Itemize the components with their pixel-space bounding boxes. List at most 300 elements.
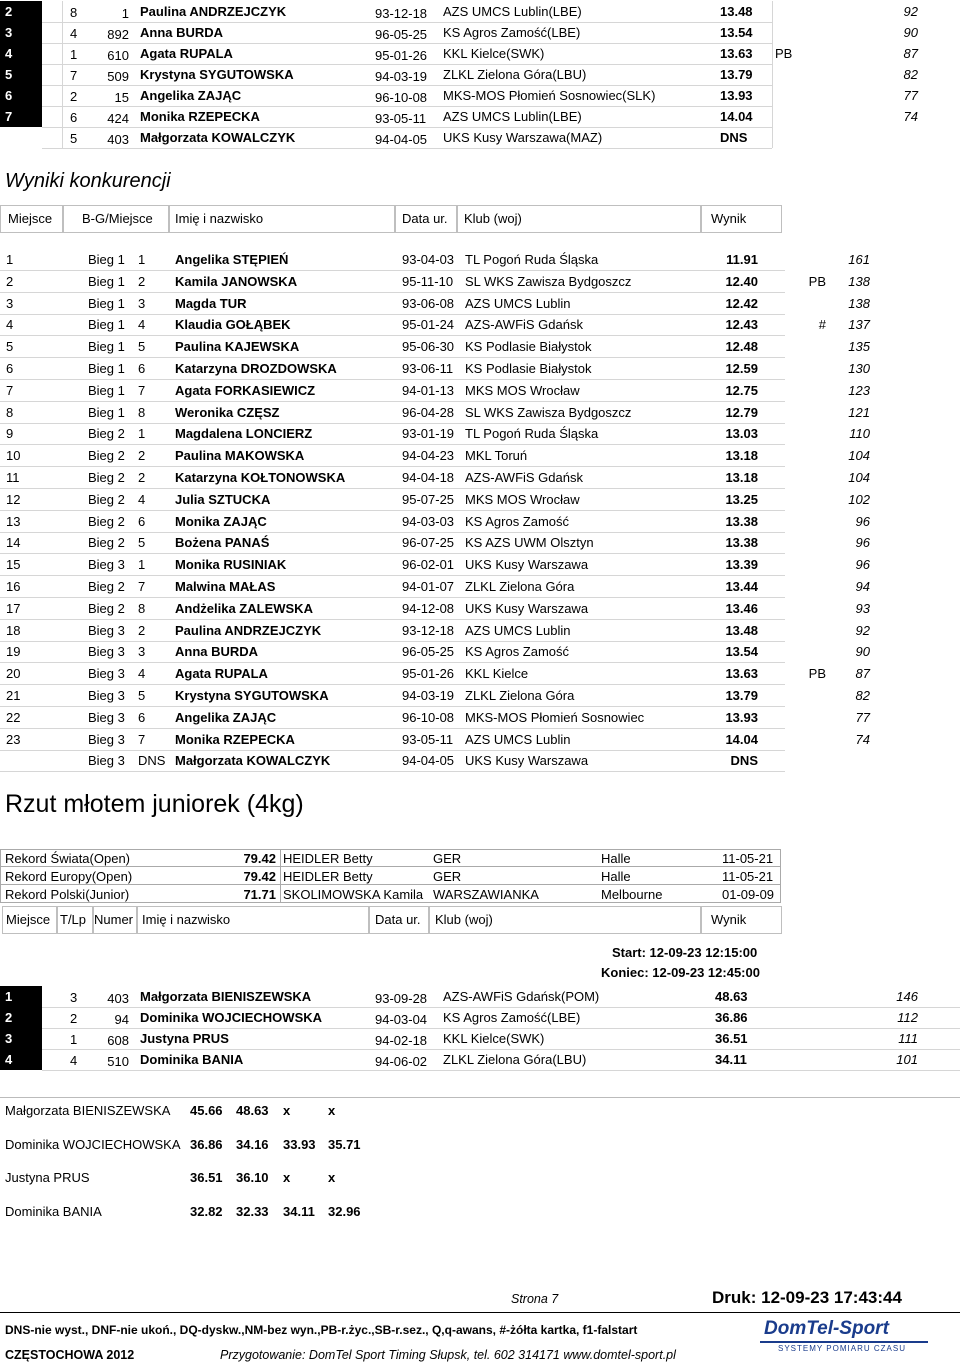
record-place: Halle xyxy=(601,869,631,884)
points: 82 xyxy=(903,67,918,82)
result: DNS xyxy=(730,753,758,769)
header-bib: Numer xyxy=(94,912,134,927)
heat-place: 7 xyxy=(138,731,146,747)
heat: Bieg 1 xyxy=(88,252,125,267)
athlete-name: Andżelika ZALEWSKA xyxy=(175,600,313,616)
table-row xyxy=(0,1,960,22)
attempt-row xyxy=(0,1170,500,1190)
place: 2 xyxy=(5,1010,13,1025)
birth-date: 96-05-25 xyxy=(375,27,428,42)
table-row xyxy=(0,598,960,619)
table-row xyxy=(0,1028,960,1049)
birth-date: 95-01-26 xyxy=(375,48,428,63)
athlete-name: Paulina ANDRZEJCZYK xyxy=(175,622,322,638)
record-place: Halle xyxy=(601,851,631,866)
lane: 7 xyxy=(70,68,78,83)
table-row xyxy=(0,22,960,43)
place: 7 xyxy=(6,382,14,398)
athlete-name: Klaudia GOŁĄBEK xyxy=(175,317,291,333)
birth-date: 94-12-08 xyxy=(402,600,455,616)
points: 82 xyxy=(855,688,870,703)
result: 13.48 xyxy=(720,4,753,19)
table-row xyxy=(0,445,960,466)
table-row xyxy=(0,43,960,64)
place: 12 xyxy=(6,491,21,507)
table-row xyxy=(0,127,960,148)
attempt-4: 35.71 xyxy=(328,1136,361,1152)
result: 12.43 xyxy=(725,317,758,333)
place: 1 xyxy=(6,252,14,267)
lane: 1 xyxy=(70,47,78,62)
athlete-name: Magda TUR xyxy=(175,295,247,311)
birth-date: 93-12-18 xyxy=(375,6,428,21)
birth-date: 95-07-25 xyxy=(402,491,455,507)
points: 96 xyxy=(855,513,870,529)
club: ZLKL Zielona Góra(LBU) xyxy=(443,1052,587,1067)
athlete-name: Paulina KAJEWSKA xyxy=(175,339,300,355)
table-row xyxy=(0,336,960,357)
lane: 5 xyxy=(70,131,78,146)
heat: Bieg 1 xyxy=(88,382,125,398)
points: 135 xyxy=(848,339,870,355)
heat-place: 2 xyxy=(138,448,146,464)
club: MKS MOS Wrocław xyxy=(465,382,580,398)
athlete-name: Małgorzata BIENISZEWSKA xyxy=(140,989,312,1004)
order: 3 xyxy=(70,990,78,1005)
table-row xyxy=(0,663,960,684)
athlete-name: Krystyna SYGUTOWSKA xyxy=(140,67,294,82)
club: MKS-MOS Płomień Sosnowiec xyxy=(465,709,645,725)
athlete-name: Angelika ZAJĄC xyxy=(175,709,277,725)
lane: 4 xyxy=(70,26,78,41)
header-club: Klub (woj) xyxy=(464,211,522,226)
place: 3 xyxy=(5,1031,13,1046)
birth-date: 93-12-18 xyxy=(402,622,455,638)
athlete-name: Dominika WOJCIECHOWSKA xyxy=(5,1136,181,1152)
athlete-name: Monika RUSINIAK xyxy=(175,557,287,573)
result: 13.03 xyxy=(725,426,758,442)
attempt-3: x xyxy=(283,1170,291,1186)
record-value: 79.42 xyxy=(243,851,276,866)
heat-place: 3 xyxy=(138,295,146,311)
points: 102 xyxy=(848,491,870,507)
heat: Bieg 2 xyxy=(88,600,125,616)
result: 13.63 xyxy=(725,666,758,682)
place: 7 xyxy=(5,109,13,124)
heat: Bieg 2 xyxy=(88,470,125,485)
club: KKL Kielce xyxy=(465,666,529,682)
heat: Bieg 3 xyxy=(88,688,125,703)
heat: Bieg 1 xyxy=(88,339,125,355)
legend: DNS-nie wyst., DNF-nie ukoń., DQ-dyskw.,NM-bez wyn.,PB-r.życ.,SB-r.sez., Q,q-awans, #-żółta kartka, f1-falstart xyxy=(5,1323,638,1337)
heat-place: 1 xyxy=(138,557,146,573)
table-row xyxy=(0,402,960,423)
athlete-name: Justyna PRUS xyxy=(5,1170,90,1186)
points: 138 xyxy=(848,273,870,289)
points: 90 xyxy=(855,644,870,660)
birth-date: 94-03-19 xyxy=(402,688,455,703)
heat-place: 5 xyxy=(138,339,146,355)
result: 13.79 xyxy=(720,67,753,82)
place: 9 xyxy=(6,426,14,442)
result: 34.11 xyxy=(715,1052,747,1067)
birth-date: 96-10-08 xyxy=(402,709,455,725)
points: 130 xyxy=(848,361,870,376)
record-country: GER xyxy=(433,869,462,884)
note: PB xyxy=(775,46,793,61)
birth-date: 94-01-13 xyxy=(402,382,455,398)
heat-place: 1 xyxy=(138,252,146,267)
points: 96 xyxy=(855,535,870,551)
record-country: GER xyxy=(433,851,462,866)
bib: 608 xyxy=(107,1033,129,1048)
attempt-2: 34.16 xyxy=(236,1136,269,1152)
birth-date: 94-03-03 xyxy=(402,513,455,529)
points: 77 xyxy=(903,88,918,103)
club: TL Pogoń Ruda Śląska xyxy=(465,426,599,442)
birth-date: 95-06-30 xyxy=(402,339,455,355)
athlete-name: Malwina MAŁAS xyxy=(175,579,276,594)
heat: Bieg 3 xyxy=(88,709,125,725)
heat-place: 4 xyxy=(138,491,146,507)
order: 1 xyxy=(70,1032,78,1047)
club: MKS-MOS Płomień Sosnowiec(SLK) xyxy=(443,88,656,103)
club: KS AZS UWM Olsztyn xyxy=(465,535,594,551)
place: 8 xyxy=(6,404,14,420)
order: 2 xyxy=(70,1011,78,1026)
bib: 403 xyxy=(107,991,129,1006)
athlete-name: Dominika BANIA xyxy=(140,1052,244,1067)
club: KS Podlasie Białystok xyxy=(465,339,592,355)
result: 13.18 xyxy=(725,448,758,464)
header-club: Klub (woj) xyxy=(435,912,493,927)
club: UKS Kusy Warszawa xyxy=(465,753,589,769)
attempt-3: x xyxy=(283,1103,291,1118)
points: 138 xyxy=(848,295,870,311)
record-label: Rekord Świata(Open) xyxy=(5,851,130,866)
bib: 1 xyxy=(121,6,129,21)
header-name: Imię i nazwisko xyxy=(142,912,231,927)
heat: Bieg 2 xyxy=(88,513,125,529)
birth-date: 94-03-19 xyxy=(375,69,428,84)
birth-date: 93-06-11 xyxy=(402,361,454,376)
header-name: Imię i nazwisko xyxy=(175,211,264,226)
place: 3 xyxy=(5,25,13,40)
note: # xyxy=(818,317,826,333)
table-row xyxy=(0,314,960,335)
club: AZS-AWFiS Gdańsk(POM) xyxy=(443,989,600,1004)
table-row xyxy=(0,467,960,488)
heat-place: 7 xyxy=(138,579,146,594)
record-label: Rekord Europy(Open) xyxy=(5,869,133,884)
record-holder: HEIDLER Betty xyxy=(283,869,373,884)
heat: Bieg 3 xyxy=(88,666,125,682)
athlete-name: Paulina ANDRZEJCZYK xyxy=(140,4,287,19)
heat: Bieg 3 xyxy=(88,557,125,573)
birth-date: 94-06-02 xyxy=(375,1054,428,1069)
end-time: Koniec: 12-09-23 12:45:00 xyxy=(601,965,760,980)
birth-date: 96-07-25 xyxy=(402,535,455,551)
club: KKL Kielce(SWK) xyxy=(443,1031,545,1046)
event-title: Rzut młotem juniorek (4kg) xyxy=(5,790,304,818)
heat: Bieg 2 xyxy=(88,579,125,594)
points: 104 xyxy=(848,470,870,485)
place: 4 xyxy=(5,46,13,61)
attempt-2: 32.33 xyxy=(236,1204,269,1220)
heat-place: 6 xyxy=(138,361,146,376)
athlete-name: Dominika BANIA xyxy=(5,1204,102,1220)
heat-place: 4 xyxy=(138,666,146,682)
attempt-1: 32.82 xyxy=(190,1204,223,1220)
points: 101 xyxy=(896,1052,918,1067)
result: 13.38 xyxy=(725,513,758,529)
attempt-1: 45.66 xyxy=(190,1103,223,1118)
result: 12.75 xyxy=(725,382,758,398)
points: 104 xyxy=(848,448,870,464)
place: 3 xyxy=(6,295,14,311)
table-row xyxy=(0,554,960,575)
athlete-name: Dominika WOJCIECHOWSKA xyxy=(140,1010,323,1025)
club: MKL Toruń xyxy=(465,448,528,464)
header-place: Miejsce xyxy=(8,211,53,226)
athlete-name: Angelika STĘPIEŃ xyxy=(175,252,289,267)
result: 12.48 xyxy=(725,339,758,355)
athlete-name: Magdalena LONCIERZ xyxy=(175,426,313,442)
table-row xyxy=(0,707,960,728)
athlete-name: Agata FORKASIEWICZ xyxy=(175,382,316,398)
result: 13.54 xyxy=(720,25,753,40)
club: UKS Kusy Warszawa xyxy=(465,600,589,616)
attempt-2: 36.10 xyxy=(236,1170,269,1186)
place: 22 xyxy=(6,709,21,725)
club: KS Podlasie Białystok xyxy=(465,361,592,376)
athlete-name: Weronika CZĘSZ xyxy=(175,404,280,420)
attempt-3: 34.11 xyxy=(283,1204,315,1220)
heat: Bieg 1 xyxy=(88,317,125,333)
birth-date: 96-10-08 xyxy=(375,90,428,105)
place: 11 xyxy=(6,470,20,485)
club: KS Agros Zamość xyxy=(465,513,570,529)
birth-date: 96-05-25 xyxy=(402,644,455,660)
heat-place: 5 xyxy=(138,688,146,703)
birth-date: 94-02-18 xyxy=(375,1033,428,1048)
club: UKS Kusy Warszawa xyxy=(465,557,589,573)
points: 74 xyxy=(903,109,918,124)
heat: Bieg 1 xyxy=(88,295,125,311)
club: TL Pogoń Ruda Śląska xyxy=(465,252,599,267)
heat: Bieg 2 xyxy=(88,535,125,551)
header-dob: Data ur. xyxy=(375,912,421,927)
birth-date: 94-03-04 xyxy=(375,1012,428,1027)
table-row xyxy=(0,293,960,314)
points: 111 xyxy=(898,1031,918,1046)
club: AZS UMCS Lublin xyxy=(465,295,571,311)
club: ZLKL Zielona Góra(LBU) xyxy=(443,67,587,82)
logo-main: DomTel-Sport xyxy=(764,1318,889,1339)
bib: 892 xyxy=(107,27,129,42)
place: 5 xyxy=(6,339,14,355)
athlete-name: Anna BURDA xyxy=(175,644,259,660)
attempt-4: 32.96 xyxy=(328,1204,361,1220)
heat-place: 8 xyxy=(138,404,146,420)
points: 146 xyxy=(896,989,918,1004)
table-row xyxy=(0,685,960,706)
record-row xyxy=(0,849,782,867)
start-time: Start: 12-09-23 12:15:00 xyxy=(612,945,758,960)
table-row xyxy=(0,576,960,597)
result: 14.04 xyxy=(725,731,758,747)
club: AZS-AWFiS Gdańsk xyxy=(465,317,583,333)
place: 1 xyxy=(5,989,13,1004)
birth-date: 95-11-10 xyxy=(402,273,454,289)
table-row xyxy=(0,271,960,292)
record-date: 01-09-09 xyxy=(722,887,775,902)
place: 20 xyxy=(6,666,21,682)
birth-date: 94-04-23 xyxy=(402,448,455,464)
birth-date: 94-04-18 xyxy=(402,470,455,485)
athlete-name: Kamila JANOWSKA xyxy=(175,273,298,289)
athlete-name: Małgorzata KOWALCZYK xyxy=(175,753,331,769)
athlete-name: Małgorzata KOWALCZYK xyxy=(140,130,296,145)
table-row xyxy=(0,511,960,532)
result: 13.44 xyxy=(725,579,758,594)
attempt-row xyxy=(0,1204,500,1224)
place: 6 xyxy=(6,361,14,376)
result: 13.38 xyxy=(725,535,758,551)
logo-sub: SYSTEMY POMIARU CZASU xyxy=(778,1344,906,1353)
birth-date: 95-01-26 xyxy=(402,666,455,682)
club: KS Agros Zamość(LBE) xyxy=(443,1010,581,1025)
competition-header xyxy=(0,205,782,233)
athlete-name: Małgorzata BIENISZEWSKA xyxy=(5,1103,171,1118)
table-row xyxy=(0,85,960,106)
place: 5 xyxy=(5,67,13,82)
athlete-name: Agata RUPALA xyxy=(140,46,233,61)
athlete-name: Monika ZAJĄC xyxy=(175,513,267,529)
birth-date: 93-04-03 xyxy=(402,252,455,267)
birth-date: 93-09-28 xyxy=(375,991,428,1006)
result: 12.59 xyxy=(725,361,758,376)
points: 77 xyxy=(855,709,870,725)
club: AZS UMCS Lublin xyxy=(465,731,571,747)
points: 123 xyxy=(848,382,870,398)
athlete-name: Katarzyna DROZDOWSKA xyxy=(175,361,337,376)
record-country: WARSZAWIANKA xyxy=(433,887,539,902)
heat: Bieg 2 xyxy=(88,491,125,507)
points: 92 xyxy=(903,4,918,19)
heat: Bieg 2 xyxy=(88,448,125,464)
club: UKS Kusy Warszawa(MAZ) xyxy=(443,130,603,145)
athlete-name: Angelika ZAJĄC xyxy=(140,88,242,103)
result: 36.86 xyxy=(715,1010,748,1025)
table-row xyxy=(0,1007,960,1028)
place: 16 xyxy=(6,579,21,594)
place: 15 xyxy=(6,557,21,573)
club: ZLKL Zielona Góra xyxy=(465,579,575,594)
place: 2 xyxy=(5,4,13,19)
place: 14 xyxy=(6,535,21,551)
table-row xyxy=(0,532,960,553)
heat-place: 8 xyxy=(138,600,146,616)
result: 13.46 xyxy=(725,600,758,616)
result: 13.54 xyxy=(725,644,758,660)
result: 48.63 xyxy=(715,989,748,1004)
attempt-1: 36.86 xyxy=(190,1136,223,1152)
place: 13 xyxy=(6,513,21,529)
club: SL WKS Zawisza Bydgoszcz xyxy=(465,404,632,420)
result: 13.25 xyxy=(725,491,758,507)
place: 2 xyxy=(6,273,14,289)
bib: 610 xyxy=(107,48,129,63)
result: 11.91 xyxy=(726,252,758,267)
points: 90 xyxy=(903,25,918,40)
bib: 510 xyxy=(107,1054,129,1069)
birth-date: 93-01-19 xyxy=(402,426,455,442)
heat-place: 4 xyxy=(138,317,146,333)
table-row xyxy=(0,641,960,662)
attempt-row xyxy=(0,1137,500,1157)
print-time: Druk: 12-09-23 17:43:44 xyxy=(712,1288,902,1307)
points: 121 xyxy=(848,404,870,420)
points: 74 xyxy=(855,731,870,747)
points: 112 xyxy=(897,1010,918,1025)
record-row xyxy=(0,885,782,903)
heat: Bieg 2 xyxy=(88,426,125,442)
points: 93 xyxy=(855,600,870,616)
bib: 403 xyxy=(107,132,129,147)
result: 12.42 xyxy=(725,295,758,311)
place: 19 xyxy=(6,644,21,660)
attempt-4: x xyxy=(328,1103,336,1118)
table-row xyxy=(0,489,960,510)
heat-place: 2 xyxy=(138,470,146,485)
heat-place: 3 xyxy=(138,644,146,660)
points: 137 xyxy=(848,317,870,333)
table-row xyxy=(0,620,960,641)
place: 10 xyxy=(6,448,21,464)
record-place: Melbourne xyxy=(601,887,663,902)
header-result: Wynik xyxy=(711,211,747,226)
heat: Bieg 3 xyxy=(88,622,125,638)
points: 92 xyxy=(855,622,870,638)
points: 87 xyxy=(855,666,870,682)
heat: Bieg 1 xyxy=(88,273,125,289)
birth-date: 93-05-11 xyxy=(402,731,454,747)
place: 4 xyxy=(6,317,14,333)
record-value: 71.71 xyxy=(243,887,276,902)
club: AZS UMCS Lublin xyxy=(465,622,571,638)
club: AZS-AWFiS Gdańsk xyxy=(465,470,583,485)
header-heat: B-G/Miejsce xyxy=(82,211,153,226)
heat: Bieg 3 xyxy=(88,753,125,769)
place: 18 xyxy=(6,622,21,638)
result: 13.48 xyxy=(725,622,758,638)
city: CZĘSTOCHOWA 2012 xyxy=(5,1348,135,1362)
order: 4 xyxy=(70,1053,78,1068)
birth-date: 93-05-11 xyxy=(375,111,427,126)
header-dob: Data ur. xyxy=(402,211,448,226)
table-row xyxy=(0,358,960,379)
birth-date: 95-01-24 xyxy=(402,317,455,333)
place: 23 xyxy=(6,731,21,747)
header-place: Miejsce xyxy=(6,912,51,927)
note: PB xyxy=(808,273,826,289)
heat-place: 7 xyxy=(138,382,146,398)
club: KKL Kielce(SWK) xyxy=(443,46,545,61)
heat: Bieg 1 xyxy=(88,404,125,420)
lane: 2 xyxy=(70,89,78,104)
result: 36.51 xyxy=(715,1031,748,1046)
